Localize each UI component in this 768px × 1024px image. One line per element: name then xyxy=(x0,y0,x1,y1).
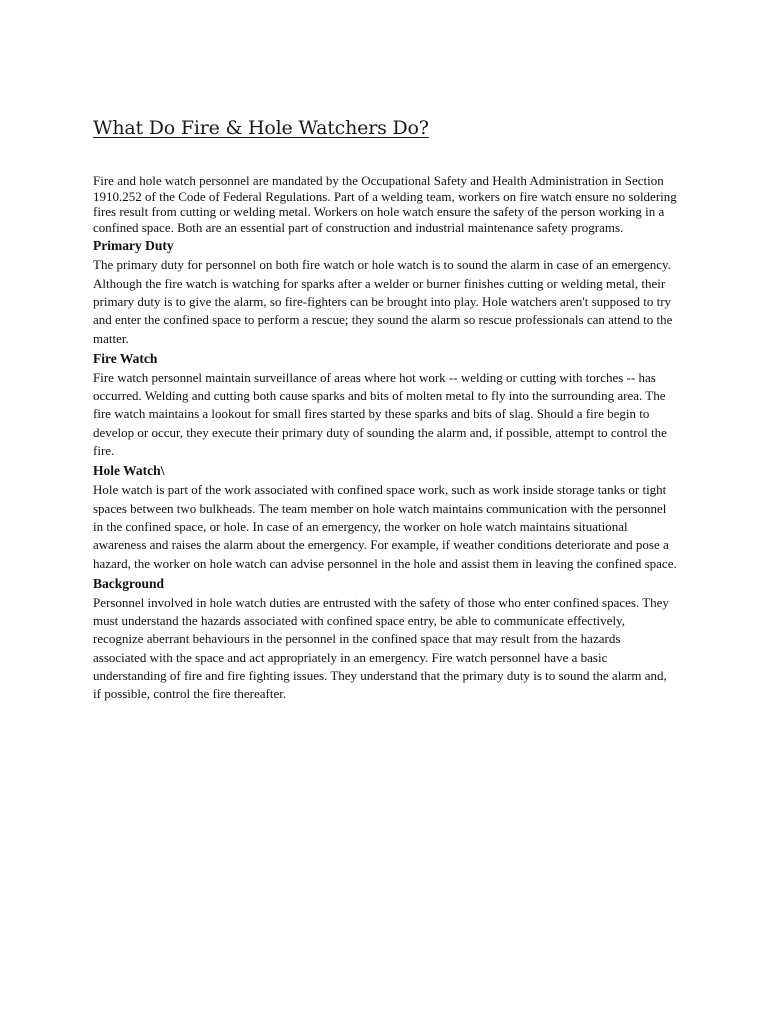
section-heading-fire-watch: Fire Watch xyxy=(93,350,158,366)
section-hole-watch xyxy=(93,462,677,572)
section-heading-background: Background xyxy=(93,575,165,591)
section-body-primary-duty: The primary duty for personnel on both fire watch or hole watch is to sound the alarm in case of an emergency. Although the fire watch is watching for sparks after a welder or burner finishes cutting or welding metal, their primary duty is to give the alarm, so fire-fighters can be brought into play. Hole watchers aren't supposed to try and enter the confined space to perform a rescue; they sound the alarm so rescue professionals can attend to the matter. xyxy=(93,257,673,346)
document-title: What Do Fire & Hole Watchers Do? xyxy=(93,117,429,139)
section-body-background: Personnel involved in hole watch duties are entrusted with the safety of those who enter confined spaces. They must understand the hazards associated with confined space entry, be able to communicate effectively, recognize aberrant behaviours in the personnel in the confined space that may result from the hazards associated with the space and act appropriately in an emergency. Fire watch personnel have a basic understanding of fire and fire fighting issues. They understand that the primary duty is to sound the alarm and, if possible, control the fire thereafter. xyxy=(93,594,669,702)
intro-paragraph: Fire and hole watch personnel are mandated by the Occupational Safety and Health Administration in Section 1910.252 of the Code of Federal Regulations. Part of a welding team, workers on fire watch ensure no soldering fires result from cutting or welding metal. Workers on hole watch ensure the safety of the person working in a confined space. Both are an essential part of construction and industrial maintenance safety programs. xyxy=(93,173,677,235)
section-primary-duty xyxy=(93,237,677,347)
section-background xyxy=(93,575,677,704)
document-content xyxy=(93,114,677,704)
section-heading-primary-duty: Primary Duty xyxy=(93,238,174,254)
section-body-fire-watch: Fire watch personnel maintain surveillance of areas where hot work -- welding or cutting with torches -- has occurred. Welding and cutting both cause sparks and bits of molten metal to fly into the surrounding area. The fire watch maintains a lookout for small fires started by these sparks and bits of slag. Should a fire begin to develop or occur, they execute their primary duty of sounding the alarm and, if possible, attempt to control the fire. xyxy=(93,369,667,459)
section-heading-hole-watch: Hole Watch\ xyxy=(93,463,165,479)
section-fire-watch xyxy=(93,350,677,460)
section-body-hole-watch: Hole watch is part of the work associated with confined space work, such as work inside storage tanks or tight spaces between two bulkheads. The team member on hole watch maintains communication with the personnel in the confined space, or hole. In case of an emergency, the worker on hole watch maintains situational awareness and raises the alarm about the emergency. For example, if weather conditions deteriorate and pose a hazard, the worker on hole watch can advise personnel in the hole and assist them in leaving the confined space. xyxy=(93,482,677,571)
